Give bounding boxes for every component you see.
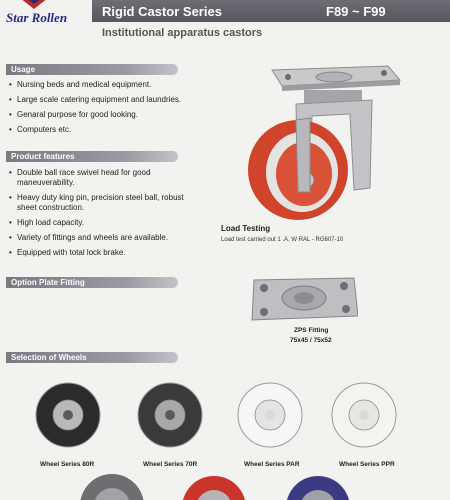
load-testing-text: Load test carried out 1 .A. W RAL - RG607-10 [221, 237, 344, 243]
zps-fitting-dimensions: 75x45 / 75x52 [290, 337, 332, 344]
wheel-image [134, 379, 206, 451]
features-heading: Product features [6, 151, 178, 162]
title-bar [92, 0, 450, 22]
zps-fitting-label: ZPS Fitting [294, 327, 329, 334]
usage-item: • Nursing beds and medical equipment. [9, 80, 189, 90]
fitting-heading: Option Plate Fitting [6, 277, 178, 288]
partial-wheel-row [0, 474, 450, 500]
load-testing-title: Load Testing [221, 224, 271, 233]
wheel-label: Wheel Series 80R [40, 461, 95, 468]
logo-text: Star Rollen [6, 10, 68, 25]
model-range: F89 ~ F99 [326, 4, 386, 19]
usage-heading: Usage [6, 64, 178, 75]
feature-item: • High load capacity. [9, 218, 189, 228]
usage-item: • Large scale catering equipment and laundries. [9, 95, 189, 105]
usage-item: • Genaral purpose for good looking. [9, 110, 189, 120]
features-list [9, 168, 189, 263]
castor-image [238, 60, 404, 222]
wheel-image [234, 379, 306, 451]
star-logo-icon [14, 0, 54, 10]
feature-item: • Heavy duty king pin, precision steel ball, robust sheet construction. [9, 193, 189, 213]
wheel-label: Wheel Series 70R [143, 461, 198, 468]
zps-plate-image [250, 276, 358, 324]
wheel-image [328, 379, 400, 451]
series-title: Rigid Castor Series [102, 4, 222, 19]
page-subtitle: Institutional apparatus castors [102, 27, 263, 39]
wheel-image [32, 379, 104, 451]
usage-item: • Computers etc. [9, 125, 189, 135]
wheels-heading: Selection of Wheels [6, 352, 178, 363]
feature-item: • Variety of fittings and wheels are available. [9, 233, 189, 243]
brand-logo [0, 0, 92, 40]
usage-list [9, 80, 189, 140]
feature-item: • Double ball race swivel head for good maneuverability. [9, 168, 189, 188]
wheel-label: Wheel Series PPR [339, 461, 395, 468]
wheel-label: Wheel Series PAR [244, 461, 300, 468]
feature-item: • Equipped with total lock brake. [9, 248, 189, 258]
